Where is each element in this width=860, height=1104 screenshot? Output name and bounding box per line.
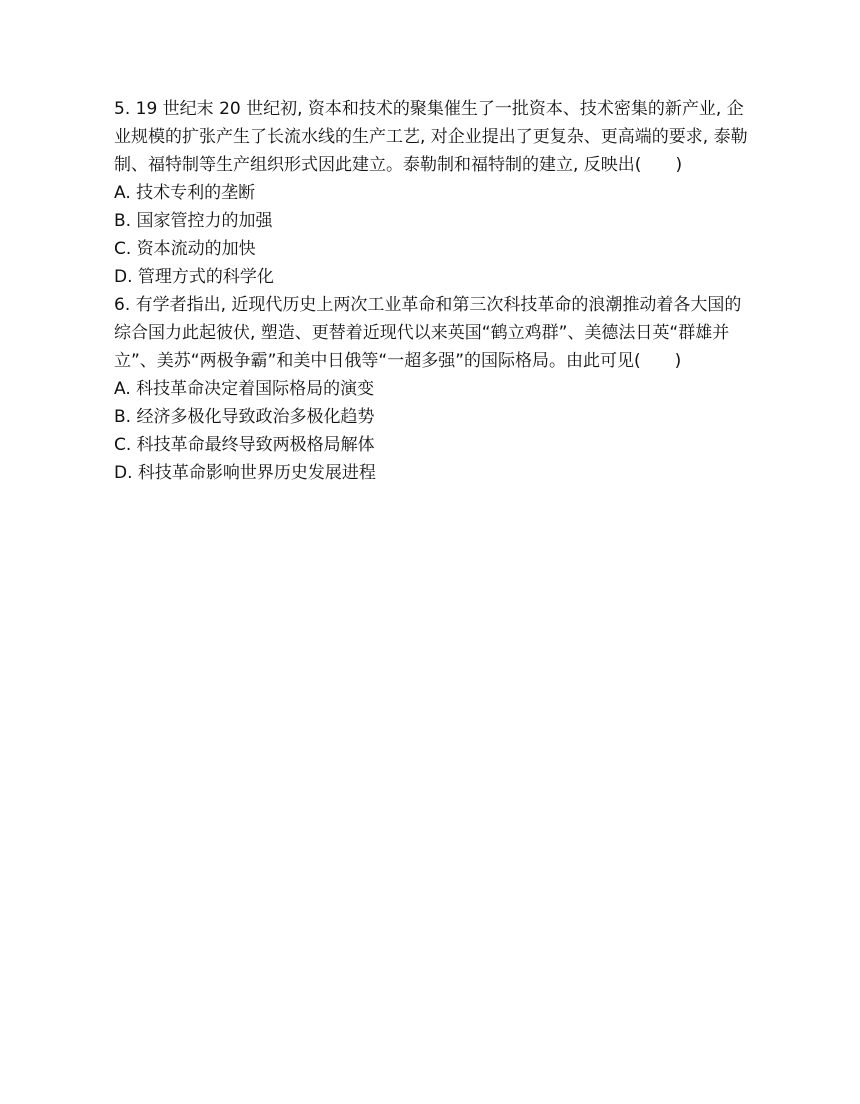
question-stem: 5. 19 世纪末 20 世纪初, 资本和技术的聚集催生了一批资本、技术密集的新产业, 企业规模的扩张产生了长流水线的生产工艺, 对企业提出了更复杂、更高端的要求, 泰勒制、福特制等生产组织形式因此建立。泰勒制和福特制的建立, 反映出( ) bbox=[114, 99, 748, 175]
option-a: A. 技术专利的垄断 bbox=[114, 183, 256, 203]
option-b: B. 国家管控力的加强 bbox=[114, 211, 273, 231]
option-c: C. 科技革命最终导致两极格局解体 bbox=[114, 435, 375, 455]
question-5 bbox=[114, 95, 754, 291]
question-6 bbox=[114, 291, 754, 487]
option-d: D. 管理方式的科学化 bbox=[114, 267, 274, 287]
question-content bbox=[114, 95, 754, 487]
question-stem: 6. 有学者指出, 近现代历史上两次工业革命和第三次科技革命的浪潮推动着各大国的综合国力此起彼伏, 塑造、更替着近现代以来英国“鹤立鸡群”、美德法日英“群雄并立”、美苏“两极争霸”和美中日俄等“一超多强”的国际格局。由此可见( ) bbox=[114, 295, 742, 371]
option-b: B. 经济多极化导致政治多极化趋势 bbox=[114, 407, 375, 427]
option-c: C. 资本流动的加快 bbox=[114, 239, 256, 259]
option-a: A. 科技革命决定着国际格局的演变 bbox=[114, 379, 375, 399]
option-d: D. 科技革命影响世界历史发展进程 bbox=[114, 463, 376, 483]
